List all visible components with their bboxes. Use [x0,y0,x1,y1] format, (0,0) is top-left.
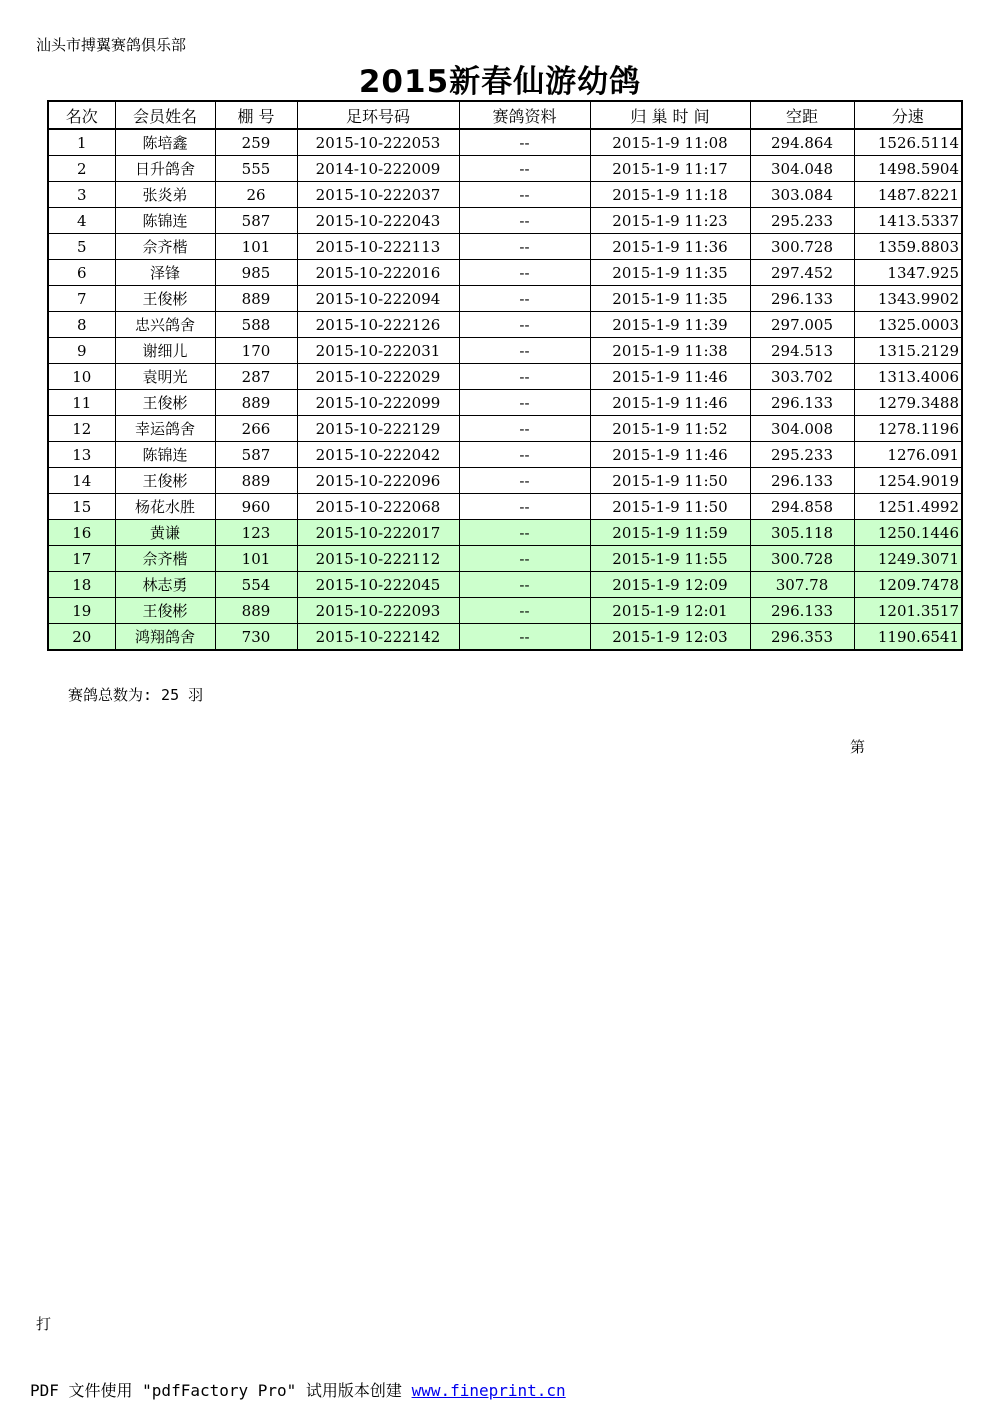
cell-member-name: 鸿翔鸽舍 [115,624,215,651]
cell-pigeon-info: -- [459,182,590,208]
cell-loft-number: 985 [215,260,297,286]
print-label: 打 [36,1315,52,1333]
table-row [48,182,962,208]
cell-speed: 1315.2129 [854,338,962,364]
cell-loft-number: 889 [215,468,297,494]
cell-distance: 303.702 [750,364,854,390]
cell-distance: 295.233 [750,208,854,234]
cell-member-name: 杨花水胜 [115,494,215,520]
cell-loft-number: 554 [215,572,297,598]
cell-pigeon-info: -- [459,546,590,572]
cell-pigeon-info: -- [459,442,590,468]
cell-distance: 297.005 [750,312,854,338]
cell-ring-number: 2015-10-222068 [297,494,459,520]
cell-member-name: 王俊彬 [115,286,215,312]
cell-distance: 296.133 [750,468,854,494]
cell-member-name: 谢细儿 [115,338,215,364]
cell-speed: 1526.5114 [854,129,962,156]
cell-distance: 300.728 [750,546,854,572]
cell-pigeon-info: -- [459,364,590,390]
cell-rank: 14 [48,468,115,494]
cell-speed: 1279.3488 [854,390,962,416]
cell-speed: 1343.9902 [854,286,962,312]
cell-arrival-time: 2015-1-9 11:39 [590,312,750,338]
cell-arrival-time: 2015-1-9 11:50 [590,468,750,494]
cell-arrival-time: 2015-1-9 11:35 [590,286,750,312]
cell-ring-number: 2015-10-222099 [297,390,459,416]
cell-rank: 12 [48,416,115,442]
cell-ring-number: 2015-10-222042 [297,442,459,468]
footer-link[interactable]: www.fineprint.cn [411,1381,566,1400]
cell-loft-number: 123 [215,520,297,546]
footer-text: PDF 文件使用 "pdfFactory Pro" 试用版本创建 [30,1381,412,1400]
cell-member-name: 泽锋 [115,260,215,286]
cell-arrival-time: 2015-1-9 11:17 [590,156,750,182]
cell-pigeon-info: -- [459,312,590,338]
table-row [48,468,962,494]
cell-loft-number: 587 [215,442,297,468]
cell-rank: 8 [48,312,115,338]
cell-distance: 303.084 [750,182,854,208]
pdf-footer [30,1378,566,1401]
cell-loft-number: 889 [215,390,297,416]
cell-arrival-time: 2015-1-9 12:03 [590,624,750,651]
table-row [48,416,962,442]
cell-ring-number: 2015-10-222126 [297,312,459,338]
cell-ring-number: 2015-10-222029 [297,364,459,390]
cell-arrival-time: 2015-1-9 11:18 [590,182,750,208]
cell-pigeon-info: -- [459,390,590,416]
cell-member-name: 张炎弟 [115,182,215,208]
cell-ring-number: 2015-10-222096 [297,468,459,494]
col-header-pigeon-info: 赛鸽资料 [459,101,590,129]
cell-loft-number: 889 [215,598,297,624]
cell-pigeon-info: -- [459,624,590,651]
table-row [48,546,962,572]
cell-member-name: 忠兴鸽舍 [115,312,215,338]
cell-speed: 1201.3517 [854,598,962,624]
col-header-rank: 名次 [48,101,115,129]
cell-rank: 3 [48,182,115,208]
cell-ring-number: 2015-10-222093 [297,598,459,624]
cell-rank: 1 [48,129,115,156]
cell-loft-number: 960 [215,494,297,520]
cell-ring-number: 2015-10-222031 [297,338,459,364]
col-header-arrival-time: 归 巢 时 间 [590,101,750,129]
cell-arrival-time: 2015-1-9 11:52 [590,416,750,442]
cell-rank: 13 [48,442,115,468]
cell-pigeon-info: -- [459,286,590,312]
cell-speed: 1251.4992 [854,494,962,520]
table-row [48,494,962,520]
cell-rank: 4 [48,208,115,234]
cell-speed: 1190.6541 [854,624,962,651]
cell-pigeon-info: -- [459,338,590,364]
cell-distance: 296.133 [750,598,854,624]
cell-ring-number: 2015-10-222094 [297,286,459,312]
cell-distance: 296.133 [750,390,854,416]
cell-ring-number: 2015-10-222045 [297,572,459,598]
cell-rank: 18 [48,572,115,598]
cell-distance: 294.513 [750,338,854,364]
cell-speed: 1325.0003 [854,312,962,338]
cell-speed: 1347.925 [854,260,962,286]
cell-distance: 296.353 [750,624,854,651]
page-label: 第 [850,738,866,756]
table-row [48,156,962,182]
table-row [48,260,962,286]
cell-member-name: 佘齐楷 [115,546,215,572]
cell-speed: 1276.091 [854,442,962,468]
table-row [48,624,962,651]
cell-arrival-time: 2015-1-9 11:36 [590,234,750,260]
table-row [48,520,962,546]
cell-ring-number: 2015-10-222129 [297,416,459,442]
cell-loft-number: 730 [215,624,297,651]
col-header-distance: 空距 [750,101,854,129]
cell-pigeon-info: -- [459,129,590,156]
cell-pigeon-info: -- [459,260,590,286]
table-row [48,442,962,468]
cell-pigeon-info: -- [459,468,590,494]
cell-distance: 294.858 [750,494,854,520]
results-body [48,129,962,650]
cell-loft-number: 259 [215,129,297,156]
cell-speed: 1250.1446 [854,520,962,546]
cell-pigeon-info: -- [459,572,590,598]
page-title: 2015新春仙游幼鸽 [358,64,642,100]
cell-ring-number: 2014-10-222009 [297,156,459,182]
cell-loft-number: 555 [215,156,297,182]
cell-member-name: 袁明光 [115,364,215,390]
cell-loft-number: 266 [215,416,297,442]
header-row [48,101,962,129]
cell-distance: 304.008 [750,416,854,442]
cell-rank: 15 [48,494,115,520]
cell-member-name: 佘齐楷 [115,234,215,260]
col-header-speed: 分速 [854,101,962,129]
results-table [47,100,963,651]
cell-arrival-time: 2015-1-9 11:38 [590,338,750,364]
cell-ring-number: 2015-10-222037 [297,182,459,208]
cell-member-name: 王俊彬 [115,598,215,624]
cell-arrival-time: 2015-1-9 11:59 [590,520,750,546]
cell-pigeon-info: -- [459,494,590,520]
table-row [48,286,962,312]
cell-ring-number: 2015-10-222113 [297,234,459,260]
cell-arrival-time: 2015-1-9 11:46 [590,364,750,390]
cell-speed: 1359.8803 [854,234,962,260]
cell-member-name: 林志勇 [115,572,215,598]
cell-pigeon-info: -- [459,234,590,260]
cell-member-name: 日升鸽舍 [115,156,215,182]
table-row [48,338,962,364]
cell-member-name: 黄谦 [115,520,215,546]
cell-rank: 9 [48,338,115,364]
cell-ring-number: 2015-10-222017 [297,520,459,546]
table-row [48,312,962,338]
cell-member-name: 陈锦连 [115,208,215,234]
cell-distance: 296.133 [750,286,854,312]
cell-loft-number: 170 [215,338,297,364]
cell-rank: 10 [48,364,115,390]
cell-pigeon-info: -- [459,208,590,234]
cell-distance: 300.728 [750,234,854,260]
cell-arrival-time: 2015-1-9 11:35 [590,260,750,286]
cell-distance: 304.048 [750,156,854,182]
cell-loft-number: 26 [215,182,297,208]
cell-distance: 305.118 [750,520,854,546]
cell-rank: 20 [48,624,115,651]
cell-arrival-time: 2015-1-9 11:08 [590,129,750,156]
table-row [48,598,962,624]
cell-arrival-time: 2015-1-9 11:23 [590,208,750,234]
cell-ring-number: 2015-10-222043 [297,208,459,234]
cell-member-name: 陈培鑫 [115,129,215,156]
cell-rank: 17 [48,546,115,572]
cell-arrival-time: 2015-1-9 11:55 [590,546,750,572]
cell-speed: 1254.9019 [854,468,962,494]
cell-rank: 11 [48,390,115,416]
cell-arrival-time: 2015-1-9 12:01 [590,598,750,624]
cell-member-name: 王俊彬 [115,468,215,494]
cell-loft-number: 889 [215,286,297,312]
cell-member-name: 幸运鸽舍 [115,416,215,442]
cell-loft-number: 587 [215,208,297,234]
cell-speed: 1313.4006 [854,364,962,390]
cell-arrival-time: 2015-1-9 12:09 [590,572,750,598]
cell-arrival-time: 2015-1-9 11:50 [590,494,750,520]
cell-speed: 1487.8221 [854,182,962,208]
cell-pigeon-info: -- [459,520,590,546]
cell-speed: 1413.5337 [854,208,962,234]
cell-speed: 1249.3071 [854,546,962,572]
cell-rank: 5 [48,234,115,260]
cell-ring-number: 2015-10-222053 [297,129,459,156]
cell-arrival-time: 2015-1-9 11:46 [590,390,750,416]
total-pigeons: 赛鸽总数为: 25 羽 [68,686,204,704]
cell-member-name: 王俊彬 [115,390,215,416]
cell-distance: 307.78 [750,572,854,598]
cell-ring-number: 2015-10-222142 [297,624,459,651]
cell-speed: 1278.1196 [854,416,962,442]
col-header-member-name: 会员姓名 [115,101,215,129]
cell-rank: 19 [48,598,115,624]
cell-rank: 16 [48,520,115,546]
cell-ring-number: 2015-10-222016 [297,260,459,286]
table-row [48,129,962,156]
cell-pigeon-info: -- [459,416,590,442]
cell-rank: 6 [48,260,115,286]
col-header-loft-number: 棚 号 [215,101,297,129]
col-header-ring-number: 足环号码 [297,101,459,129]
table-row [48,390,962,416]
cell-loft-number: 101 [215,234,297,260]
cell-distance: 295.233 [750,442,854,468]
table-row [48,364,962,390]
table-row [48,572,962,598]
cell-rank: 2 [48,156,115,182]
cell-speed: 1209.7478 [854,572,962,598]
cell-loft-number: 588 [215,312,297,338]
table-row [48,208,962,234]
cell-loft-number: 101 [215,546,297,572]
cell-rank: 7 [48,286,115,312]
cell-arrival-time: 2015-1-9 11:46 [590,442,750,468]
table-row [48,234,962,260]
cell-pigeon-info: -- [459,598,590,624]
cell-pigeon-info: -- [459,156,590,182]
cell-ring-number: 2015-10-222112 [297,546,459,572]
cell-distance: 297.452 [750,260,854,286]
cell-speed: 1498.5904 [854,156,962,182]
cell-distance: 294.864 [750,129,854,156]
cell-loft-number: 287 [215,364,297,390]
club-name: 汕头市搏翼赛鸽俱乐部 [36,36,187,54]
cell-member-name: 陈锦连 [115,442,215,468]
